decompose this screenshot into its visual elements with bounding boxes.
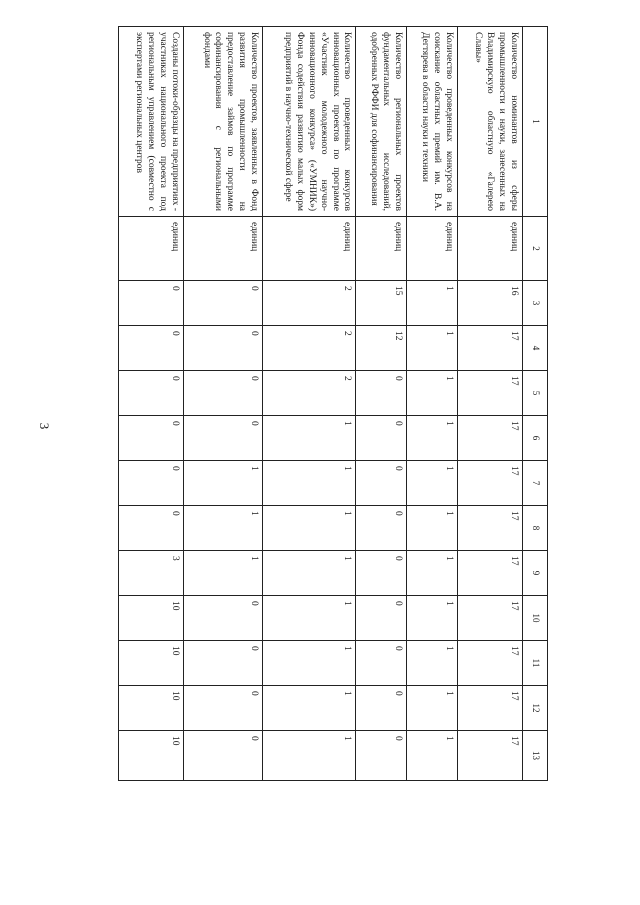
indicator-value: 17 (458, 731, 523, 781)
indicator-value: 0 (119, 506, 184, 551)
indicator-value: 1 (407, 326, 458, 371)
indicator-value: 0 (119, 281, 184, 326)
column-header-7: 7 (523, 461, 548, 506)
indicator-value: 10 (119, 596, 184, 641)
indicator-value: 17 (458, 371, 523, 416)
column-header-4: 4 (523, 326, 548, 371)
indicator-value: 0 (119, 326, 184, 371)
indicator-value: 17 (458, 641, 523, 686)
indicator-value: 1 (263, 551, 356, 596)
indicator-value: 0 (356, 551, 407, 596)
indicator-value: 3 (119, 551, 184, 596)
indicator-value: 17 (458, 416, 523, 461)
indicator-value: 2 (263, 281, 356, 326)
column-header-11: 11 (523, 641, 548, 686)
column-header-1: 1 (523, 27, 548, 217)
column-header-12: 12 (523, 686, 548, 731)
table-header-row (523, 27, 548, 781)
indicator-value: 16 (458, 281, 523, 326)
indicator-value: 1 (407, 371, 458, 416)
indicator-name: Созданы потоки-образцы на предприятиях - участниках национального проекта под региональным управлением (совместно с экспертами региональных центров (119, 27, 184, 217)
column-header-6: 6 (523, 416, 548, 461)
indicator-value: 0 (119, 461, 184, 506)
indicator-value: 2 (263, 326, 356, 371)
indicator-value: 1 (184, 461, 263, 506)
indicator-value: 0 (356, 731, 407, 781)
indicator-unit: единиц (458, 217, 523, 281)
indicator-value: 1 (263, 641, 356, 686)
indicator-value: 1 (263, 596, 356, 641)
table-row (407, 27, 458, 781)
column-header-13: 13 (523, 731, 548, 781)
indicator-value: 0 (119, 416, 184, 461)
indicator-value: 1 (407, 731, 458, 781)
indicator-value: 1 (263, 686, 356, 731)
indicator-value: 10 (119, 686, 184, 731)
indicator-value: 0 (356, 506, 407, 551)
indicator-value: 1 (407, 461, 458, 506)
page-number: 3 (37, 422, 52, 430)
indicator-value: 0 (356, 416, 407, 461)
indicator-unit: единиц (407, 217, 458, 281)
indicators-table (118, 26, 548, 781)
column-header-5: 5 (523, 371, 548, 416)
indicator-value: 12 (356, 326, 407, 371)
indicator-value: 1 (184, 506, 263, 551)
indicator-value: 0 (356, 596, 407, 641)
indicator-value: 1 (407, 686, 458, 731)
indicator-value: 1 (263, 506, 356, 551)
indicator-value: 1 (407, 506, 458, 551)
indicator-name: Количество номинантов из сферы промышленности и науки, занесенных на Владимирскую областную «Галерею Славы» (458, 27, 523, 217)
indicator-value: 0 (184, 596, 263, 641)
table-row (458, 27, 523, 781)
indicator-value: 0 (356, 371, 407, 416)
indicator-value: 0 (184, 371, 263, 416)
column-header-9: 9 (523, 551, 548, 596)
indicator-value: 1 (263, 731, 356, 781)
indicator-value: 17 (458, 506, 523, 551)
indicator-value: 1 (184, 551, 263, 596)
indicator-value: 0 (184, 686, 263, 731)
table-row (263, 27, 356, 781)
indicator-value: 0 (184, 731, 263, 781)
indicator-value: 1 (407, 596, 458, 641)
indicator-value: 17 (458, 326, 523, 371)
indicator-unit: единиц (356, 217, 407, 281)
indicator-name: Количество региональных проектов фундаментальных исследований, одобренных РФФИ для софинансирования (356, 27, 407, 217)
indicator-name: Количество проведенных конкурсов инновационных проектов по программе «Участник молодежного научно-инновационного конкурса» («УМНИК») Фонда содействия развитию малых форм предприятий в научно-технической сфере (263, 27, 356, 217)
indicator-value: 17 (458, 596, 523, 641)
indicator-value: 1 (407, 281, 458, 326)
indicator-value: 1 (407, 641, 458, 686)
indicator-value: 0 (356, 461, 407, 506)
indicator-value: 0 (184, 641, 263, 686)
indicators-table-rotated (118, 26, 548, 780)
indicator-name: Количество проектов, заявленных в Фонд развития промышленности на предоставление займов по программе софинансирования с региональными фондами (184, 27, 263, 217)
indicator-value: 17 (458, 551, 523, 596)
indicator-value: 0 (184, 416, 263, 461)
column-header-8: 8 (523, 506, 548, 551)
indicator-value: 10 (119, 731, 184, 781)
table-row (184, 27, 263, 781)
indicator-value: 1 (407, 416, 458, 461)
indicator-value: 0 (184, 281, 263, 326)
indicator-value: 0 (119, 371, 184, 416)
indicator-value: 0 (356, 641, 407, 686)
indicator-value: 1 (407, 551, 458, 596)
indicator-value: 0 (356, 686, 407, 731)
indicator-unit: единиц (119, 217, 184, 281)
indicator-unit: единиц (263, 217, 356, 281)
column-header-10: 10 (523, 596, 548, 641)
indicator-value: 1 (263, 416, 356, 461)
indicator-value: 10 (119, 641, 184, 686)
indicator-value: 2 (263, 371, 356, 416)
indicator-value: 17 (458, 461, 523, 506)
table-row (119, 27, 184, 781)
indicator-value: 0 (184, 326, 263, 371)
column-header-2: 2 (523, 217, 548, 281)
indicator-value: 17 (458, 686, 523, 731)
column-header-3: 3 (523, 281, 548, 326)
indicator-name: Количество проведенных конкурсов на соискание областных премий им. В.А. Дегтярева в области науки и техники (407, 27, 458, 217)
table-row (356, 27, 407, 781)
indicator-value: 15 (356, 281, 407, 326)
indicator-unit: единиц (184, 217, 263, 281)
indicator-value: 1 (263, 461, 356, 506)
